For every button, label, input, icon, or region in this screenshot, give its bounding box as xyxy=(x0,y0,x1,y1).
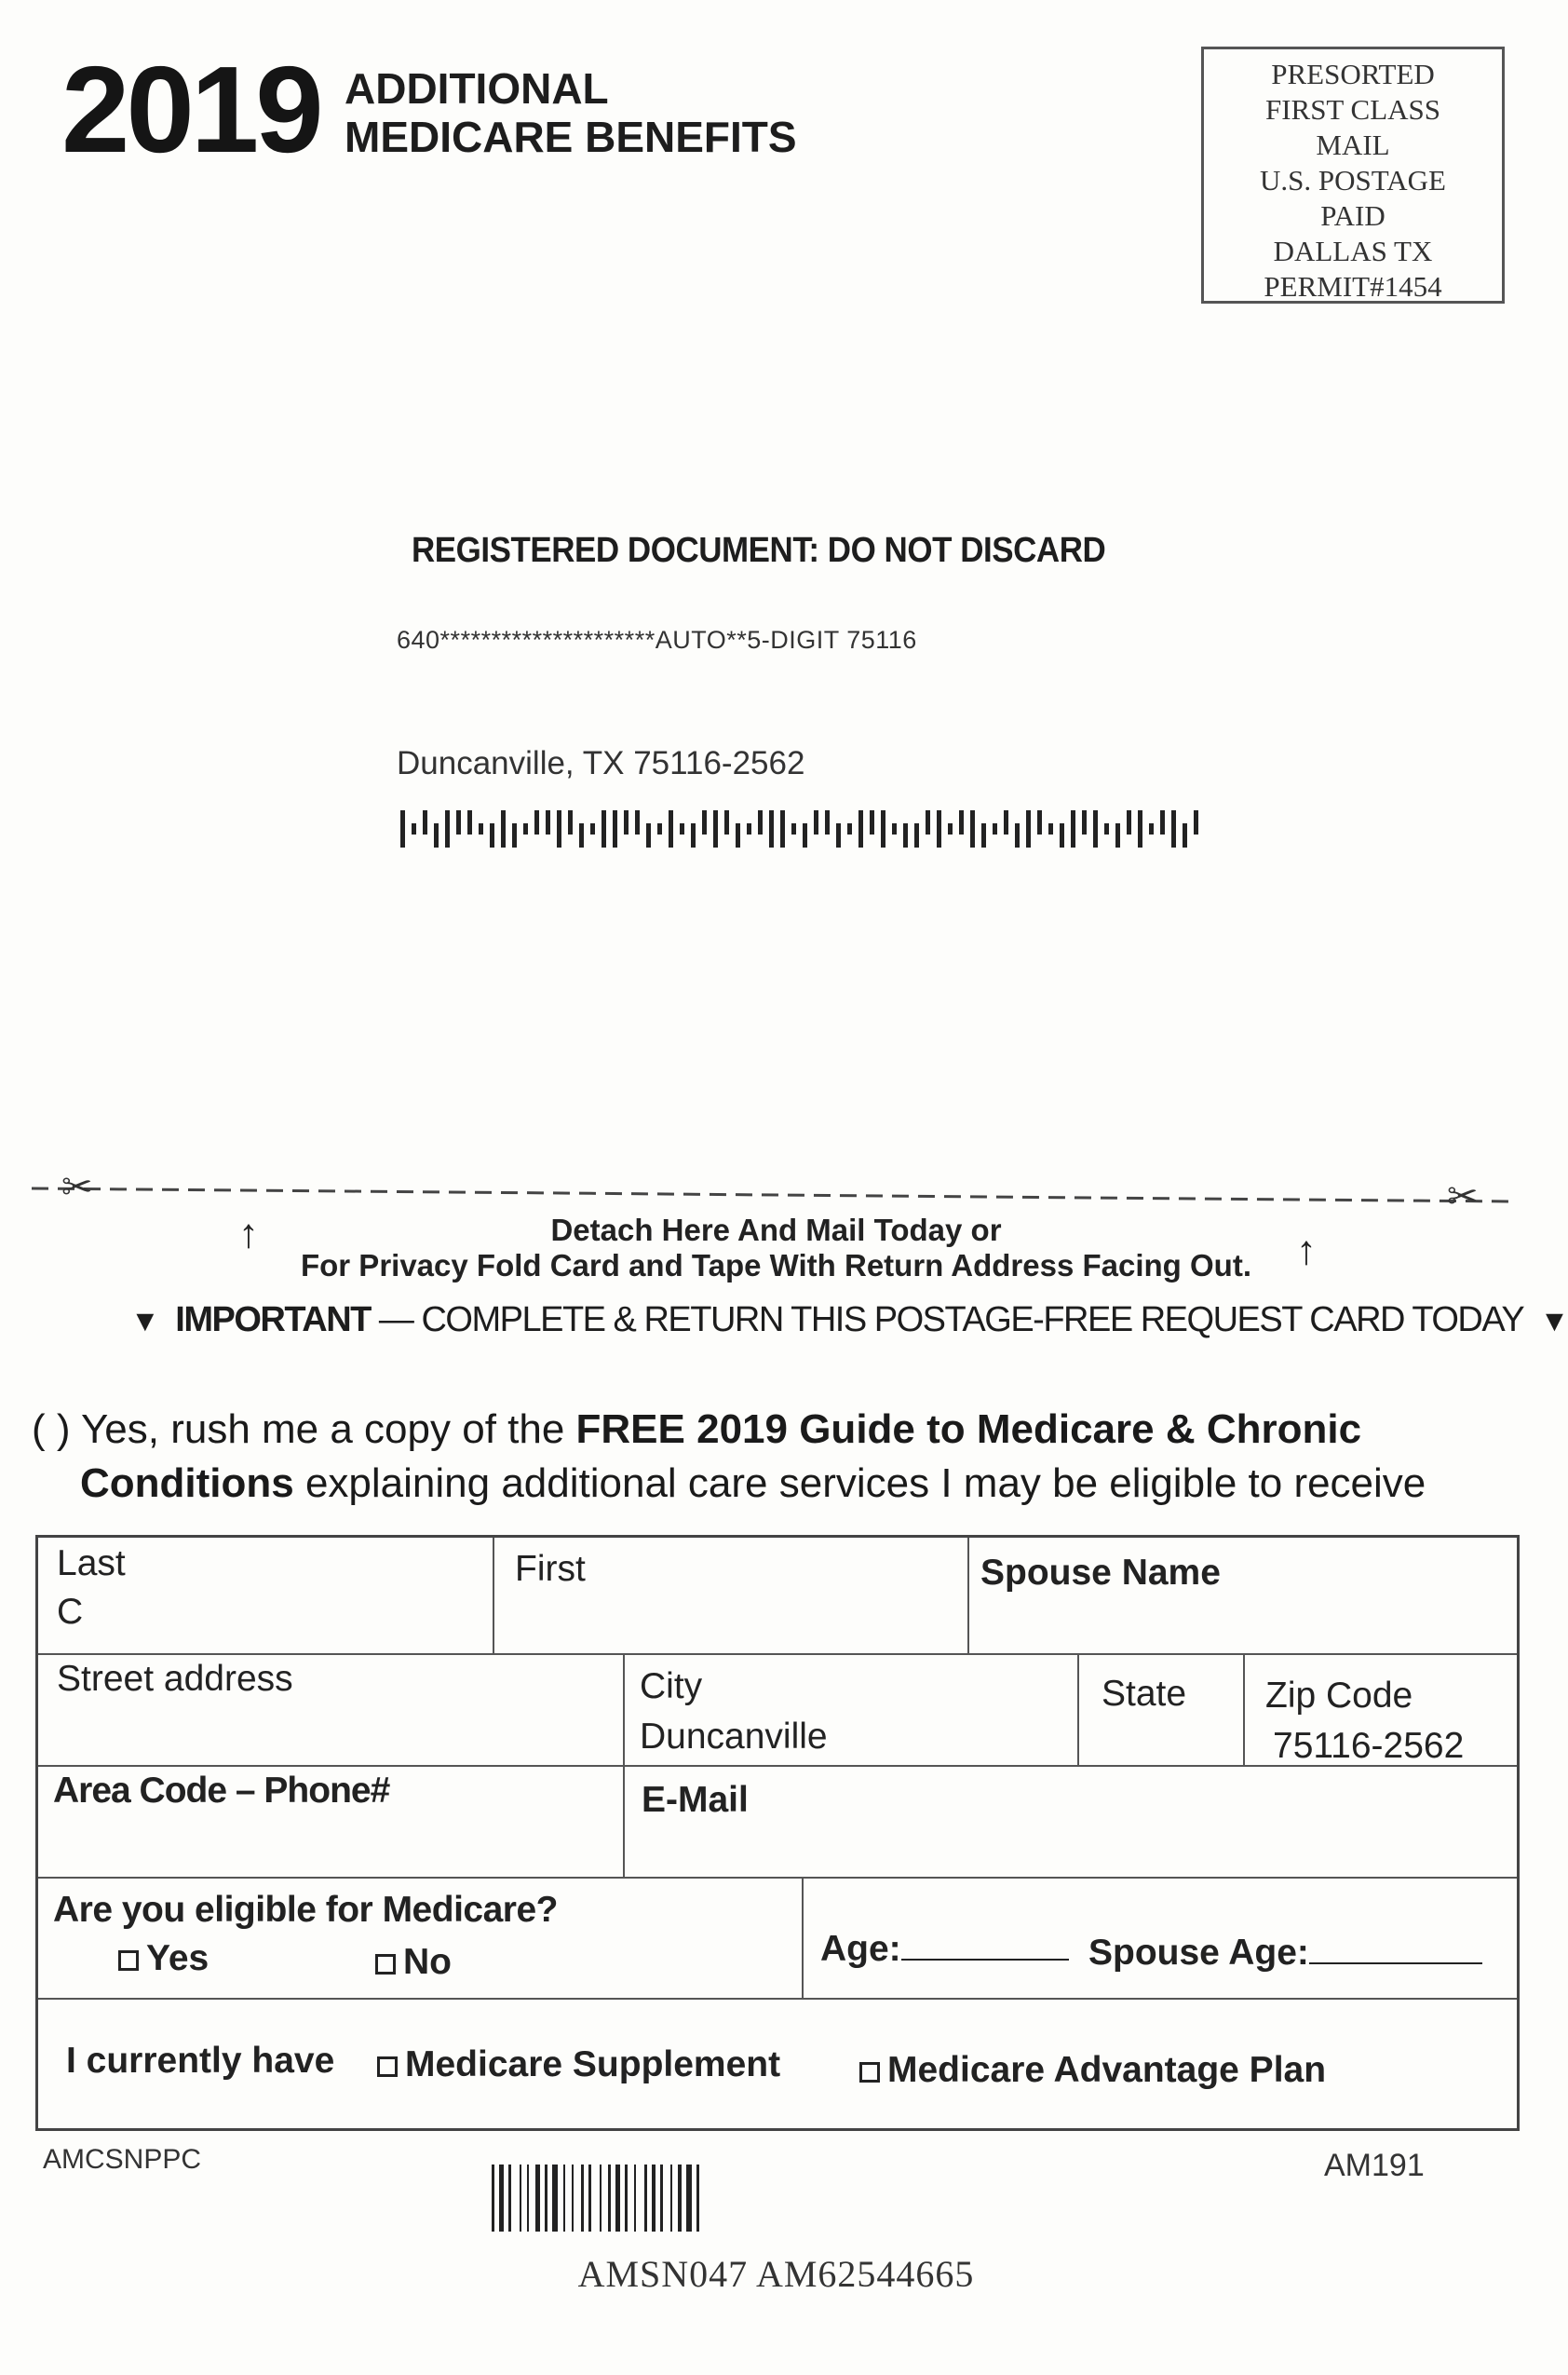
phone-label: Area Code – Phone# xyxy=(53,1771,390,1811)
postage-indicia xyxy=(1201,47,1505,304)
triangle-down-icon: ▼ xyxy=(1539,1304,1568,1337)
spouse-age-field[interactable]: Spouse Age: xyxy=(1088,1933,1482,1974)
email-label: E-Mail xyxy=(642,1780,749,1820)
registered-notice: REGISTERED DOCUMENT: DO NOT DISCARD xyxy=(412,531,1106,570)
postage-line: FIRST CLASS xyxy=(1264,93,1441,126)
guide-title: FREE 2019 Guide to Medicare & Chronic xyxy=(575,1406,1362,1452)
last-name-label: Last xyxy=(57,1543,126,1583)
important-label: IMPORTANT xyxy=(175,1300,371,1339)
arrow-up-icon: ↑ xyxy=(1296,1228,1317,1273)
medicare-advantage-option[interactable]: Medicare Advantage Plan xyxy=(859,2050,1326,2091)
important-text: — COMPLETE & RETURN THIS POSTAGE-FREE REQUEST CARD TODAY xyxy=(370,1300,1523,1339)
request-line-2 xyxy=(80,1460,1426,1507)
checkbox-icon[interactable] xyxy=(859,2062,880,2083)
arrow-up-icon: ↑ xyxy=(238,1211,259,1256)
request-form xyxy=(35,1535,1520,2131)
eligible-yes-option[interactable]: Yes xyxy=(118,1938,209,1979)
year-heading: 2019 xyxy=(61,41,320,178)
checkbox-icon[interactable] xyxy=(375,1954,396,1975)
detach-instruction-1: Detach Here And Mail Today or xyxy=(550,1213,1002,1247)
city-field[interactable]: Duncanville xyxy=(640,1717,828,1757)
zip-code-field[interactable]: 75116-2562 xyxy=(1273,1726,1465,1766)
request-checkbox[interactable]: ( ) xyxy=(32,1406,71,1452)
eligibility-question: Are you eligible for Medicare? xyxy=(53,1890,558,1930)
medicare-supplement-option[interactable]: Medicare Supplement xyxy=(377,2044,780,2085)
title-line-2: MEDICARE BENEFITS xyxy=(345,113,797,161)
form-code-right: AM191 xyxy=(1324,2148,1425,2183)
postage-line: MAIL xyxy=(1316,129,1390,161)
postage-line: U.S. POSTAGE xyxy=(1260,164,1446,197)
scissors-icon: ✂ xyxy=(1447,1175,1479,1218)
form-code-left: AMCSNPPC xyxy=(43,2144,202,2175)
postage-line: DALLAS TX xyxy=(1273,235,1433,267)
postage-line: PAID xyxy=(1320,199,1386,232)
eligible-no-option[interactable]: No xyxy=(375,1942,452,1983)
postage-line: PRESORTED xyxy=(1271,58,1435,90)
zip-code-label: Zip Code xyxy=(1265,1676,1413,1716)
postage-line: PERMIT#1454 xyxy=(1264,270,1442,303)
barcode-number: AMSN047 AM62544665 xyxy=(577,2253,975,2295)
detach-cut-line xyxy=(22,1166,1531,1218)
checkbox-icon[interactable] xyxy=(377,2056,398,2077)
important-notice xyxy=(130,1300,1568,1340)
checkbox-icon[interactable] xyxy=(118,1950,139,1971)
linear-barcode xyxy=(488,2161,1000,2235)
postal-barcode xyxy=(397,803,1216,855)
city-label: City xyxy=(640,1666,703,1706)
guide-title-cont: Conditions xyxy=(80,1460,294,1506)
first-name-label: First xyxy=(515,1549,586,1589)
spouse-name-label: Spouse Name xyxy=(980,1553,1221,1593)
route-line: 640*********************AUTO**5-DIGIT 75116 xyxy=(397,626,917,654)
request-text-b: explaining additional care services I may be eligible to receive xyxy=(293,1460,1426,1506)
detach-instruction-2: For Privacy Fold Card and Tape With Return Address Facing Out. xyxy=(300,1248,1251,1282)
street-address-label: Street address xyxy=(57,1659,293,1699)
title-line-1: ADDITIONAL xyxy=(345,64,609,113)
request-text-a: Yes, rush me a copy of the xyxy=(70,1406,576,1452)
triangle-down-icon: ▼ xyxy=(130,1304,159,1337)
last-name-field[interactable]: C xyxy=(57,1592,84,1632)
age-field[interactable]: Age: xyxy=(820,1929,1069,1970)
currently-have-label: I currently have xyxy=(66,2041,335,2081)
request-line-1 xyxy=(32,1406,1361,1453)
scissors-icon: ✂ xyxy=(61,1166,93,1209)
city-address: Duncanville, TX 75116-2562 xyxy=(397,745,805,781)
state-label: State xyxy=(1102,1674,1187,1714)
